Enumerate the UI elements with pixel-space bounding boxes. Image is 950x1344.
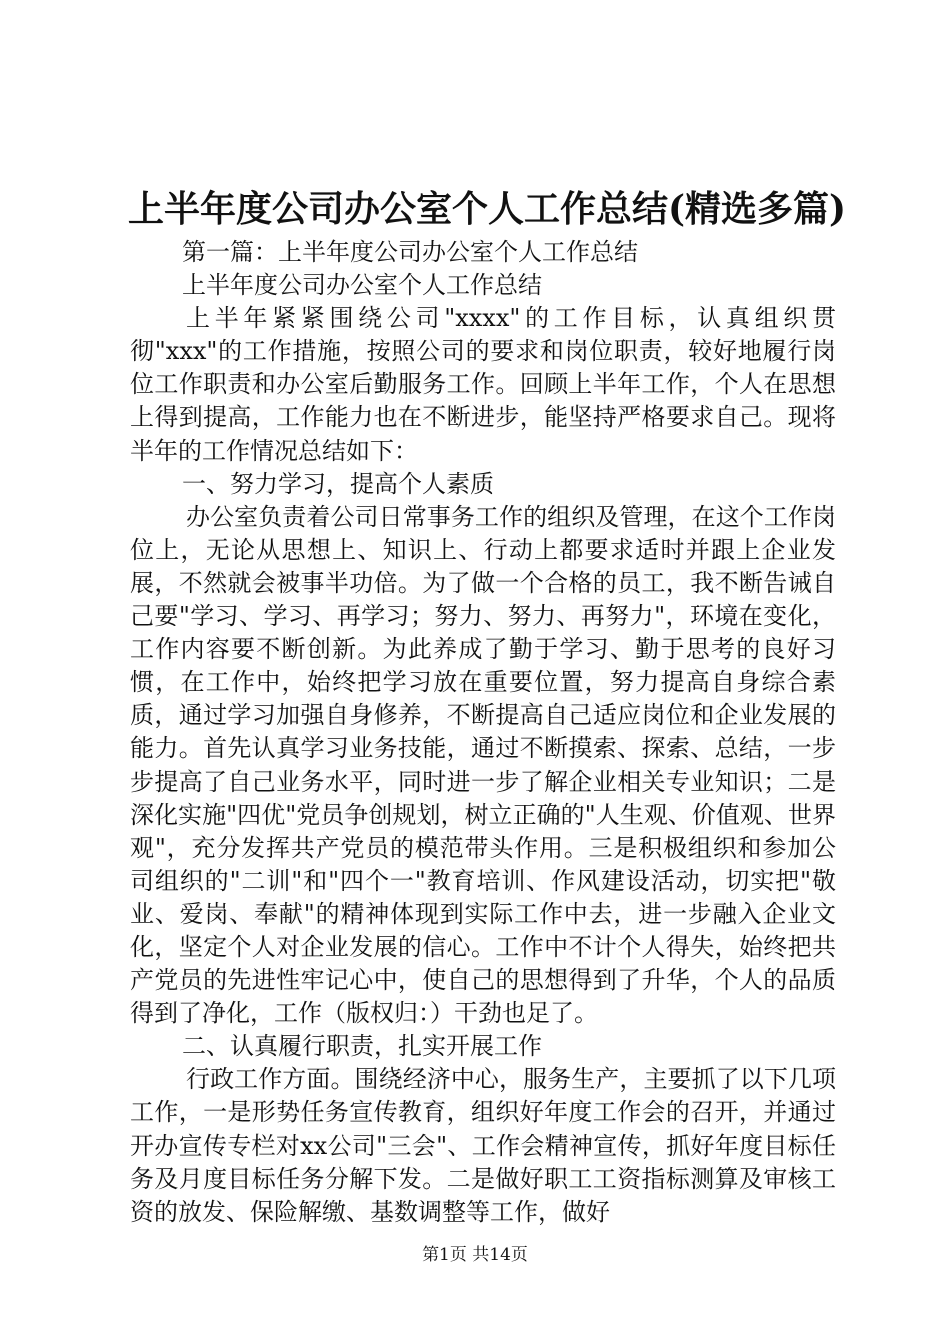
paragraph-intro: 上半年紧紧围绕公司"xxxx"的工作目标，认真组织贯彻"xxx"的工作措施，按照公司的要求和岗位职责，较好地履行岗位工作职责和办公室后勤服务工作。回顾上半年工作，个人在思想上得到提高，工作能力也在不断进步，能坚持严格要求自己。现将半年的工作情况总结如下： <box>130 304 836 465</box>
page-number-footer: 第1页 共14页 <box>422 1245 528 1265</box>
section-heading-1: 第一篇：上半年度公司办公室个人工作总结 <box>182 238 638 266</box>
paragraph-study: 办公室负责着公司日常事务工作的组织及管理，在这个工作岗位上，无论从思想上、知识上、行动上都要求适时并跟上企业发展，不然就会被事半功倍。为了做一个合格的员工，我不断告诫自己要"学习、学习、再学习；努力、努力、再努力"，环境在变化，工作内容要不断创新。为此养成了勤于学习、勤于思考的良好习惯，在工作中，始终把学习放在重要位置，努力提高自身综合素质，通过学习加强自身修养，不断提高自己适应岗位和企业发展的能力。首先认真学习业务技能，通过不断摸索、探索、总结，一步步提高了自己业务水平，同时进一步了解企业相关专业知识；二是深化实施"四优"党员争创规划，树立正确的"人生观、价值观、世界观"，充分发挥共产党员的模范带头作用。三是积极组织和参加公司组织的"二训"和"四个一"教育培训、作风建设活动，切实把"敬业、爱岗、奉献"的精神体现到实际工作中去，进一步融入企业文化，坚定个人对企业发展的信心。工作中不计个人得失，始终把共产党员的先进性牢记心中，使自己的思想得到了升华，个人的品质得到了净化，工作（版权归：）干劲也足了。 <box>130 502 836 1028</box>
document-title: 上半年度公司办公室个人工作总结(精选多篇) <box>128 188 847 230</box>
section-subtitle: 上半年度公司办公室个人工作总结 <box>182 271 542 300</box>
subheading-duties: 二、认真履行职责，扎实开展工作 <box>182 1032 542 1061</box>
paragraph-duties: 行政工作方面。围绕经济中心，服务生产，主要抓了以下几项工作，一是形势任务宣传教育，组织好年度工作会的召开，并通过开办宣传专栏对xx公司"三会"、工作会精神宣传，抓好年度目标任务及月度目标任务分解下发。二是做好职工工资指标测算及审核工资的放发、保险解缴、基数调整等工作，做好 <box>130 1065 836 1226</box>
document-body <box>130 236 836 1229</box>
subheading-study: 一、努力学习，提高个人素质 <box>182 469 494 498</box>
